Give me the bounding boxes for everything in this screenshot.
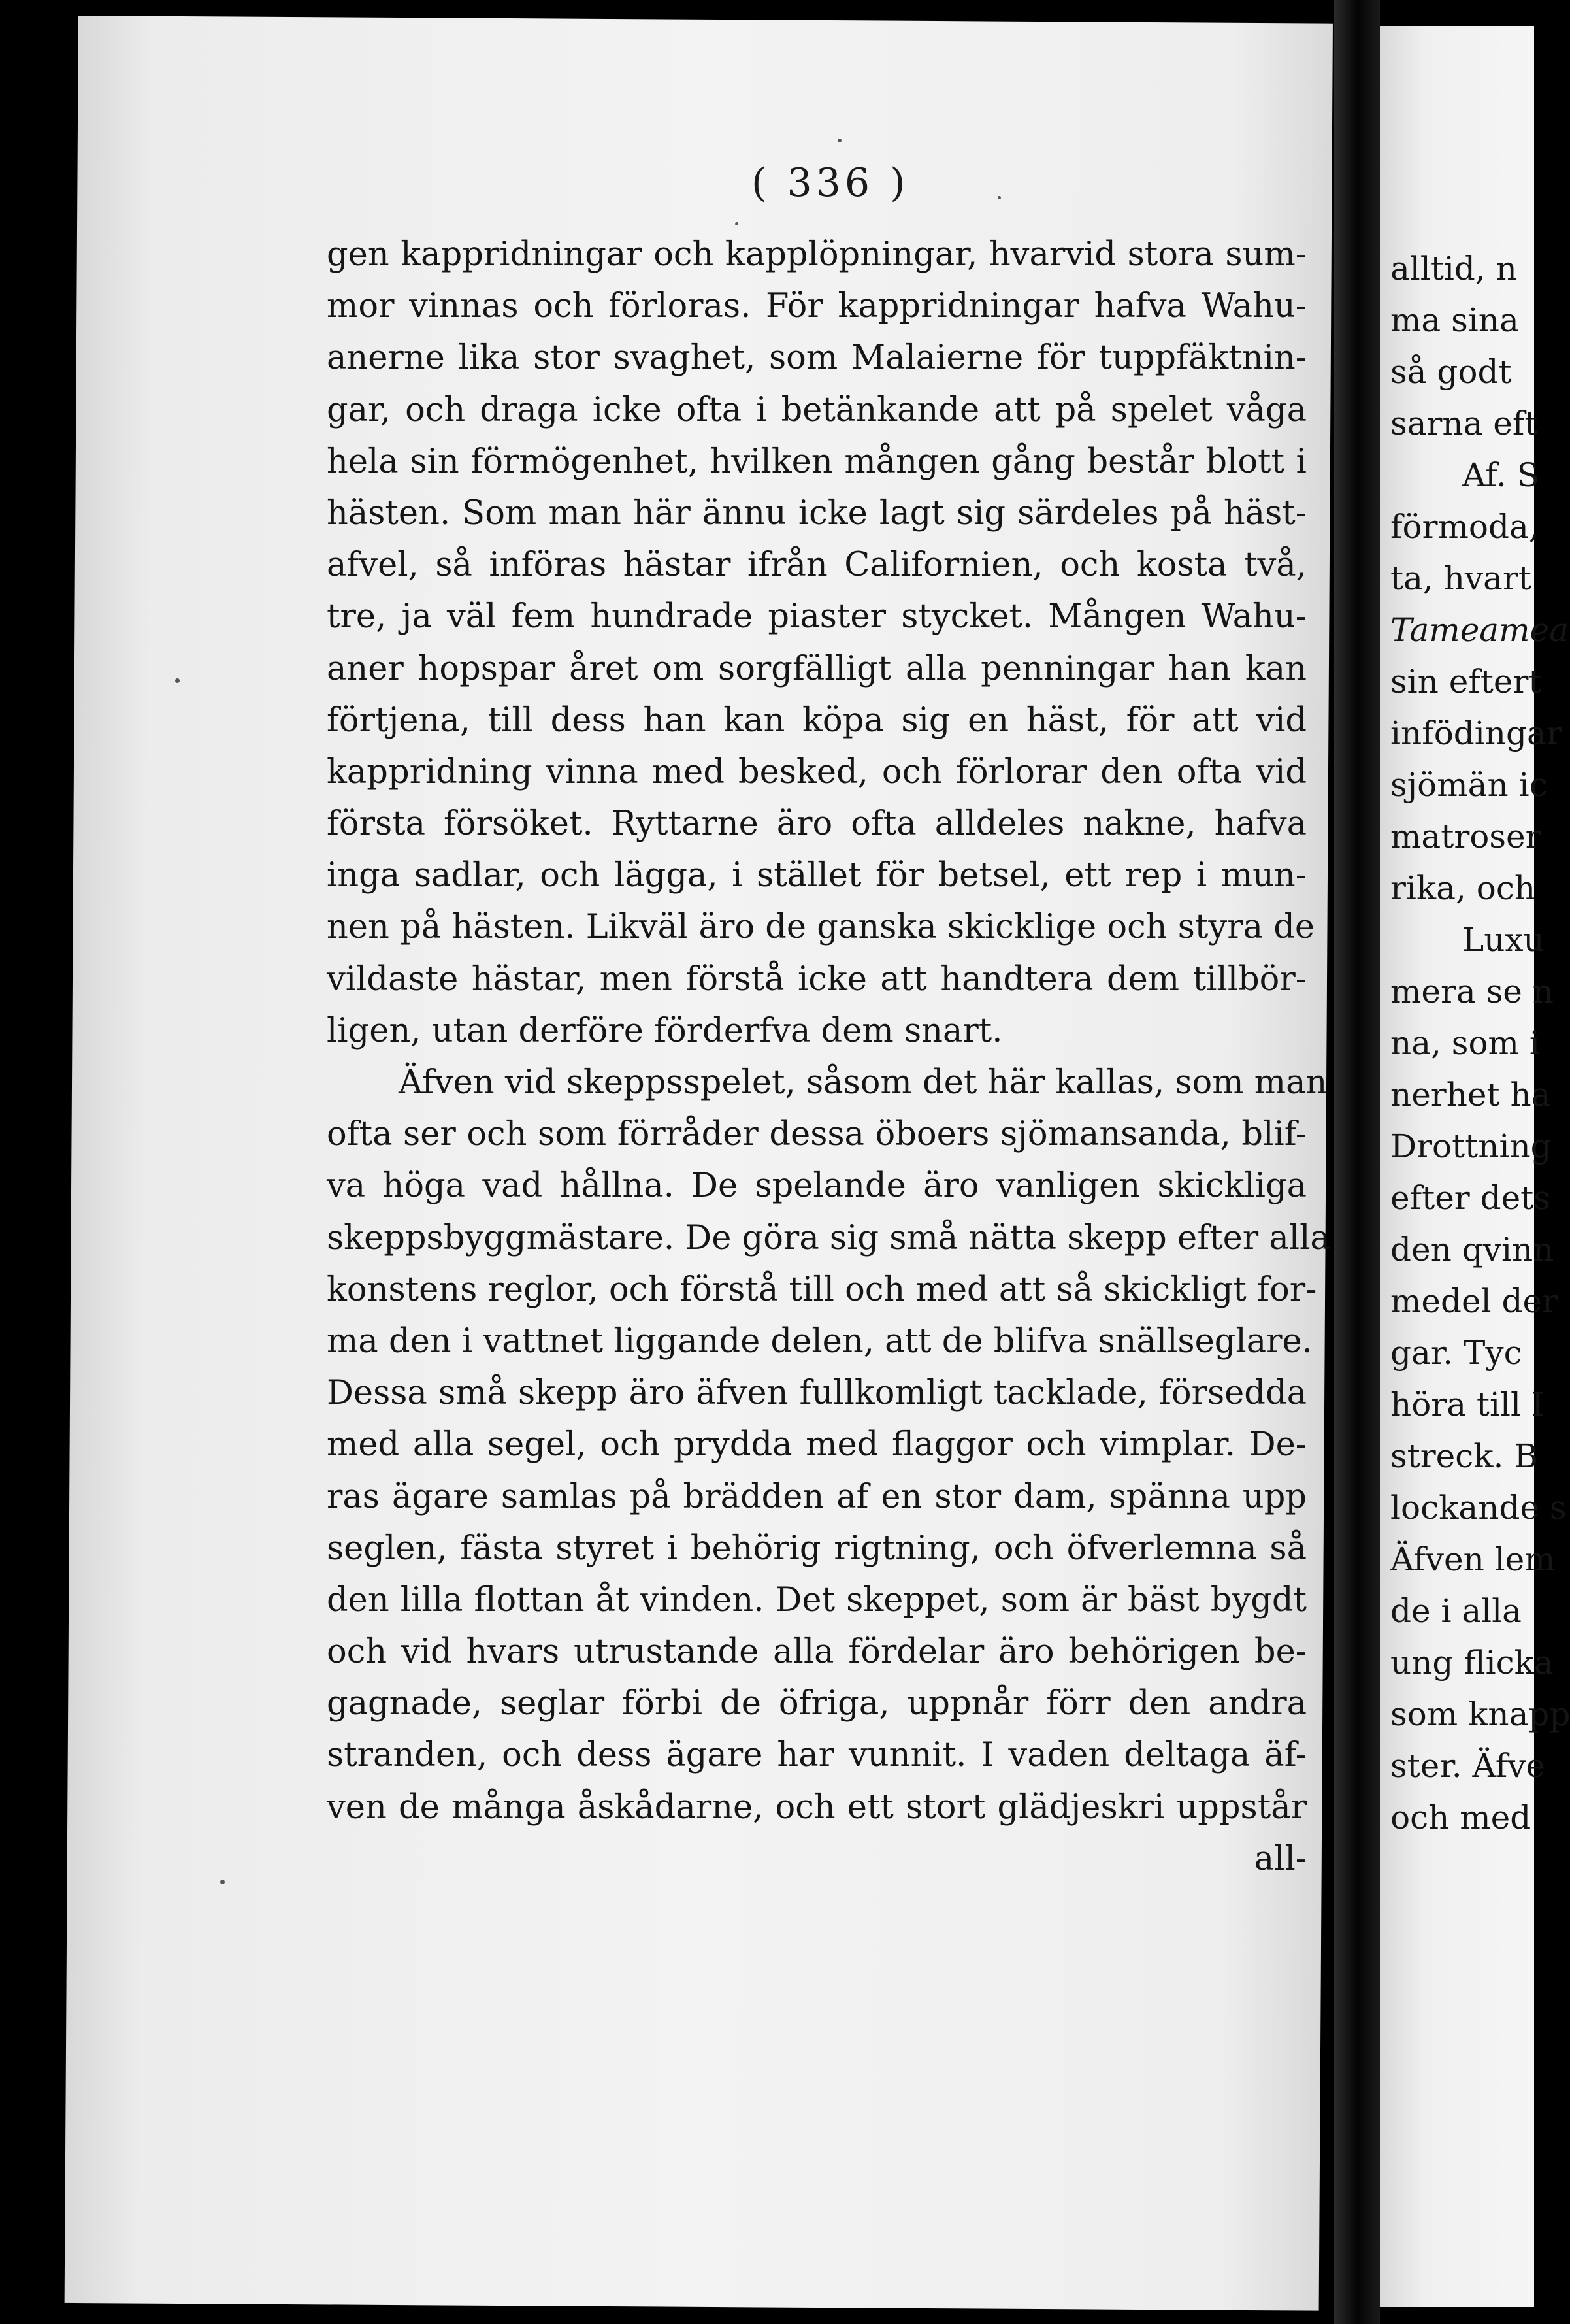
text-line: lockande s	[1390, 1489, 1567, 1527]
page-number: ( 336 )	[751, 160, 909, 206]
text-line: gen kappridningar och kapplöpningar, hvarvid stora sum-	[327, 235, 1307, 274]
text-line: sarna eft	[1390, 405, 1538, 442]
text-line: och vid hvars utrustande alla fördelar äro behörigen be-	[327, 1633, 1307, 1672]
text-line: förmoda,	[1390, 508, 1539, 546]
right-page-body	[1390, 243, 1570, 1844]
text-line: med alla segel, och prydda med flaggor och vimplar. De-	[327, 1425, 1307, 1465]
ink-speck	[838, 139, 842, 142]
text-line: Af. S	[1462, 456, 1539, 494]
text-line: ofta ser och som förråder dessa öboers sjömansanda, blif-	[327, 1115, 1307, 1154]
text-line: hästen. Som man här ännu icke lagt sig särdeles på häst-	[327, 493, 1307, 533]
text-line: gar. Tyc	[1390, 1334, 1522, 1372]
text-line: höra till I	[1390, 1386, 1545, 1423]
text-line: Dessa små skepp äro äfven fullkomligt tacklade, försedda	[327, 1374, 1307, 1413]
text-line: skeppsbyggmästare. De göra sig små nätta skepp efter alla	[327, 1218, 1330, 1257]
text-line: rika, och	[1390, 869, 1536, 907]
text-line: na, som i	[1390, 1024, 1540, 1062]
text-line: Drottning	[1390, 1127, 1552, 1165]
text-line: aner hopspar året om sorgfälligt alla penningar han kan	[327, 649, 1307, 688]
ink-speck	[175, 678, 180, 683]
text-line: som knapp	[1390, 1695, 1570, 1733]
text-line: förtjena, till dess han kan köpa sig en häst, för att vid	[327, 701, 1307, 740]
text-line: medel der	[1390, 1282, 1558, 1320]
left-page-body	[327, 229, 1330, 1885]
text-line: hela sin förmögenhet, hvilken mången gång består blott i	[327, 442, 1307, 481]
text-line: anerne lika stor svaghet, som Malaierne för tuppfäktnin-	[327, 339, 1307, 378]
text-line: sin eftert	[1390, 663, 1542, 701]
text-line: seglen, fästa styret i behörig rigtning, och öfverlemna så	[327, 1529, 1307, 1568]
text-line: kappridning vinna med besked, och förlorar den ofta vid	[327, 752, 1307, 791]
ink-speck	[998, 196, 1001, 199]
text-line: ta, hvart	[1390, 559, 1531, 597]
text-line: nen på hästen. Likväl äro de ganska skicklige och styra de	[327, 908, 1315, 947]
text-line: ven de många åskådarne, och ett stort glädjeskri uppstår	[327, 1787, 1307, 1827]
text-line: matroser	[1390, 818, 1541, 855]
text-line: ligen, utan derföre förderfva dem snart.	[327, 1011, 1003, 1050]
text-line: infödingar	[1390, 714, 1562, 752]
text-line: mor vinnas och förloras. För kappridningar hafva Wahu-	[327, 287, 1307, 326]
text-line: Äfven lem	[1390, 1540, 1556, 1578]
text-line: va höga vad hållna. De spelande äro vanligen skickliga	[327, 1167, 1307, 1206]
text-line: efter dets	[1390, 1179, 1550, 1217]
text-line: streck. B	[1390, 1437, 1539, 1475]
text-line: konstens reglor, och förstå till och med att så skickligt for-	[327, 1270, 1317, 1309]
text-line: ma den i vattnet liggande delen, att de blifva snällseglare.	[327, 1321, 1313, 1361]
text-line: sjömän ic	[1390, 766, 1548, 804]
text-line: Tameamea	[1390, 611, 1569, 649]
text-line: ma sina	[1390, 301, 1519, 339]
text-line: vildaste hästar, men förstå icke att handtera dem tillbör-	[327, 959, 1307, 999]
text-line: gagnade, seglar förbi de öfriga, uppnår förr den andra	[327, 1684, 1307, 1723]
text-line: ras ägare samlas på brädden af en stor dam, spänna upp	[327, 1477, 1307, 1516]
text-line: den qvinn	[1390, 1231, 1554, 1269]
text-line: alltid, n	[1390, 250, 1517, 288]
text-line: nerhet ha	[1390, 1076, 1551, 1114]
text-line: tre, ja väl fem hundrade piaster stycket. Mången Wahu-	[327, 597, 1307, 637]
text-line: den lilla flottan åt vinden. Det skeppet, som är bäst bygdt	[327, 1580, 1307, 1619]
text-line: mera se n	[1390, 972, 1554, 1010]
text-line: afvel, så införas hästar ifrån Californien, och kosta två,	[327, 546, 1307, 585]
text-line: och med	[1390, 1799, 1531, 1836]
ink-speck	[735, 222, 738, 225]
ink-speck	[220, 1880, 225, 1884]
catchword: all-	[1254, 1839, 1307, 1878]
text-line: ung flicka	[1390, 1644, 1554, 1682]
text-line: Luxu	[1462, 921, 1545, 959]
text-line: gar, och draga icke ofta i betänkande att på spelet våga	[327, 390, 1307, 429]
book-gutter	[1334, 0, 1380, 2324]
text-line: de i alla	[1390, 1592, 1522, 1630]
text-line: första försöket. Ryttarne äro ofta alldeles nakne, hafva	[327, 805, 1307, 844]
text-line: Äfven vid skeppsspelet, såsom det här kallas, som man	[399, 1063, 1328, 1102]
text-line: så godt	[1390, 353, 1512, 391]
text-line: inga sadlar, och lägga, i stället för betsel, ett rep i mun-	[327, 856, 1307, 895]
text-line: ster. Äfve	[1390, 1747, 1546, 1785]
text-line: stranden, och dess ägare har vunnit. I vaden deltaga äf-	[327, 1736, 1307, 1775]
